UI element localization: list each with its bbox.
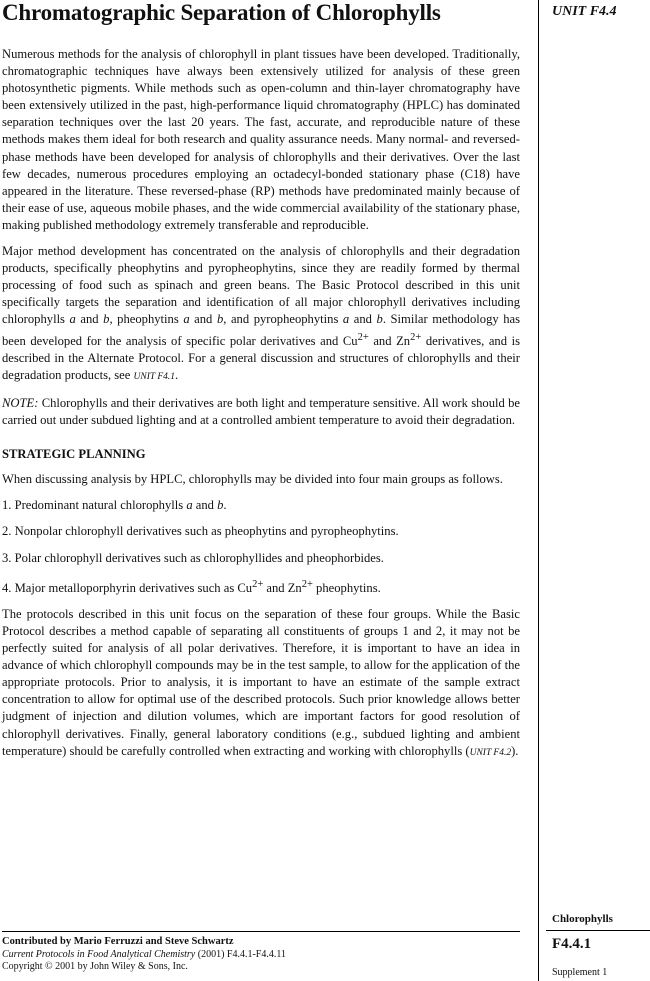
body-text <box>2 46 520 771</box>
page-code: F4.4.1 <box>552 936 592 952</box>
contributors: Contributed by Mario Ferruzzi and Steve Schwartz <box>2 936 234 947</box>
paragraph-protocols: The protocols described in this unit focus on the separation of these four groups. While the Basic Protocol describes a method capable of separating all constituents of groups 1 and 2, it may not be perfectly suited for analysis of all polar derivatives. Therefore, it is important to have an idea in advance of which chlorophyll compounds may be in the test sample, to allow for the application of the appropriate protocols. Prior to analysis, it is important to have an estimate of the sample extract concentration to allow for optimal use of the described protocols. Such prior knowledge allows better judgment of injection and dilution volumes, which are important factors for good resolution of chlorophyll derivatives. Finally, general laboratory conditions (e.g., subdued lighting and ambient temperature) should be carefully controlled when extracting and working with chlorophylls (UNIT F4.2). <box>2 606 520 758</box>
unit-reference-link[interactable]: UNIT F4.2 <box>469 747 512 758</box>
section-heading: STRATEGIC PLANNING <box>2 447 146 462</box>
list-item: 2. Nonpolar chlorophyll derivatives such as pheophytins and pyropheophytins. <box>2 524 399 539</box>
page-title: Chromatographic Separation of Chlorophylls <box>2 0 441 25</box>
footer-rule <box>2 931 520 932</box>
paragraph-method-development: Major method development has concentrated on the analysis of chlorophylls and their degradation products, specifically pheophytins and pyropheophytins, since they are readily formed by thermal processing of food such as spinach and green beans. The Basic Protocol described in this unit specifically targets the separation and identification of all major chlorophyll derivatives including chlorophylls a and b, pheophytins a and b, and pyropheophytins a and b. Similar methodology has been developed for the analysis of specific polar derivatives and $Cu^{2+}$ and $Zn^{2+}$ derivatives, and is described in the Alternate Protocol. For a general discussion and structures of chlorophylls and their degradation products, see UNIT F4.1. <box>2 244 521 382</box>
footer <box>2 936 532 974</box>
list-item: 3. Polar chlorophyll derivatives such as chlorophyllides and pheophorbides. <box>2 550 384 565</box>
unit-label: UNIT F4.4 <box>552 4 617 19</box>
list-item: 4. Major metalloporphyrin derivatives such as $Cu^{2+}$ and $Zn^{2+}$ pheophytins. <box>2 578 381 595</box>
citation: Current Protocols in Food Analytical Chemistry (2001) F4.4.1-F4.4.11 <box>2 948 286 960</box>
paragraph-groups-intro: When discussing analysis by HPLC, chlorophylls may be divided into four main groups as follows. <box>2 472 503 487</box>
column-divider <box>538 0 539 981</box>
list-item: 1. Predominant natural chlorophylls a and b. <box>2 498 227 513</box>
supplement-label: Supplement 1 <box>552 967 608 978</box>
unit-reference-link[interactable]: UNIT F4.1 <box>133 371 176 382</box>
sidebar-section-label: Chlorophylls <box>552 913 613 925</box>
note-label: NOTE: <box>2 395 39 410</box>
copyright: Copyright © 2001 by John Wiley & Sons, Inc. <box>2 961 188 972</box>
paragraph-intro: Numerous methods for the analysis of chlorophyll in plant tissues have been developed. Traditionally, chromatographic techniques have always been extensively utilized for analysis of these green photosynthetic pigments. While methods such as open-column and thin-layer chromatography have been extensively utilized in the past, high-performance liquid chromatography (HPLC) has dominated separation techniques over the last 20 years. The fast, accurate, and reproducible nature of these methods makes them ideal for both research and quality assurance needs. Many normal- and reversed-phase methods have been developed for analysis of chlorophylls and their derivatives. Over the last few decades, numerous procedures employing an octadecyl-bonded stationary phase (C18) have appeared in the literature. These reversed-phase (RP) methods have predominated mainly because of their ease of use, aqueous mobile phases, and the wide commercial availability of the stationary phase, making published methodology extremely transferable and reproducible. <box>2 47 520 232</box>
paragraph-note: NOTE: Chlorophylls and their derivatives are both light and temperature sensitive. All work should be carried out under subdued lighting and at a controlled ambient temperature to avoid their degradation. <box>2 395 520 428</box>
sidebar-rule <box>546 930 650 931</box>
